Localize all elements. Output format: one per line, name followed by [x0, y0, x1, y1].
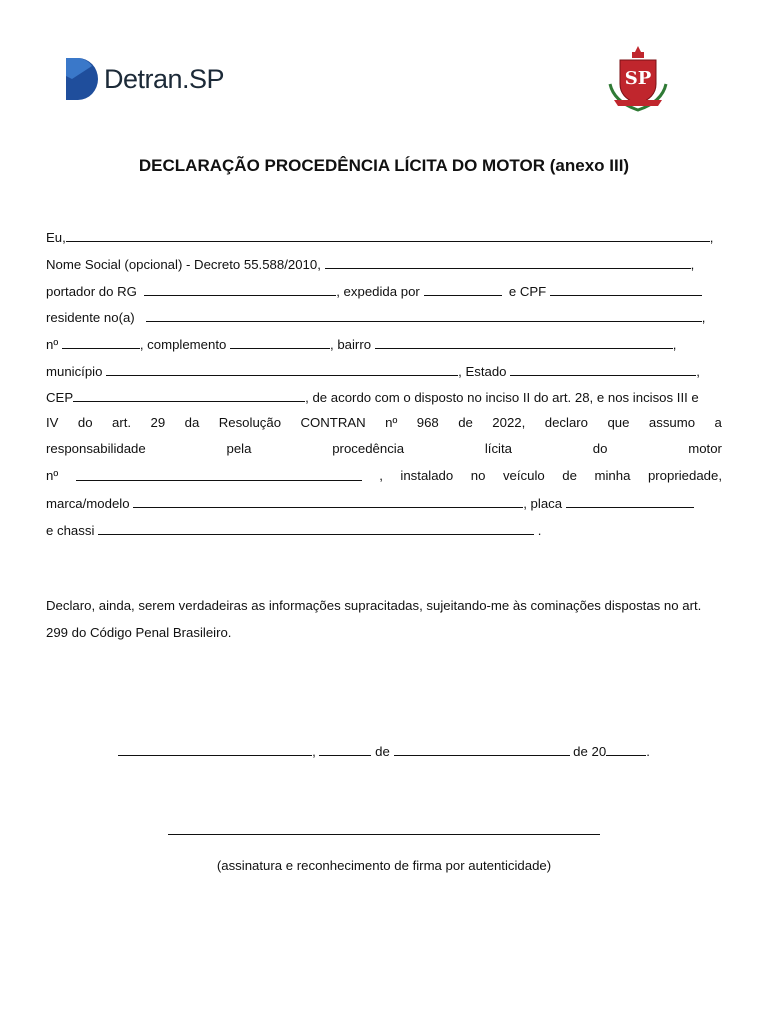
- bairro-field[interactable]: [375, 335, 673, 349]
- cep-label: CEP: [46, 390, 74, 405]
- word: do: [592, 441, 608, 456]
- word: motor: [688, 441, 722, 456]
- day-field[interactable]: [319, 742, 371, 756]
- word: que: [607, 415, 630, 430]
- date-comma: ,: [312, 744, 316, 759]
- date-de-1: de: [375, 744, 390, 759]
- cpf-label: e CPF: [508, 284, 547, 299]
- word: do: [77, 415, 93, 430]
- word: ,: [379, 468, 383, 483]
- placa-field[interactable]: [566, 494, 694, 508]
- line-cep: [46, 388, 722, 406]
- nome-social-label: Nome Social (opcional) - Decreto 55.588/2010,: [46, 257, 321, 272]
- line-resolucao: [46, 414, 722, 432]
- word: Resolução: [218, 415, 282, 430]
- word: de: [458, 415, 473, 430]
- cep-field[interactable]: [73, 388, 305, 402]
- rg-field[interactable]: [144, 282, 336, 296]
- word: declaro: [544, 415, 589, 430]
- marca-field[interactable]: [133, 494, 523, 508]
- name-field[interactable]: [66, 228, 710, 242]
- line-chassi: [46, 521, 722, 539]
- word: 29: [150, 415, 166, 430]
- nome-social-field[interactable]: [325, 255, 691, 269]
- brand-main-text: Detran.: [104, 63, 190, 94]
- estado-label: , Estado: [458, 364, 507, 379]
- document-title: DECLARAÇÃO PROCEDÊNCIA LÍCITA DO MOTOR (anexo III): [138, 156, 630, 175]
- word: 2022,: [492, 415, 526, 430]
- word: instalado: [400, 468, 454, 483]
- endereco-field[interactable]: [146, 308, 702, 322]
- word: nº: [385, 415, 398, 430]
- placa-label: , placa: [523, 496, 563, 511]
- chassi-field[interactable]: [98, 521, 534, 535]
- date-de-2: de 20: [573, 744, 607, 759]
- rg-label: portador do RG: [46, 284, 137, 299]
- date-end: .: [646, 744, 650, 759]
- word: lícita: [484, 441, 512, 456]
- line-eu: Eu, ,: [46, 230, 714, 245]
- word: veículo: [502, 468, 545, 483]
- brand-suffix-text: SP: [189, 63, 225, 94]
- chassi-end: .: [537, 523, 542, 538]
- word: a: [714, 415, 722, 430]
- line-residente: residente no(a) ,: [46, 310, 706, 325]
- declaration-paragraph: Declaro, ainda, serem verdadeiras as informações supracitadas, sujeitando-me às cominações dispostas no art. 299 do Código Penal Brasileiro.: [46, 598, 702, 640]
- motor-n-label: nº: [46, 468, 59, 483]
- signature-caption: (assinatura e reconhecimento de firma por autenticidade): [216, 858, 552, 873]
- eu-label: Eu,: [46, 230, 66, 245]
- municipio-label: município: [46, 364, 103, 379]
- word: minha: [594, 468, 631, 483]
- month-field[interactable]: [394, 742, 570, 756]
- word: de: [562, 468, 577, 483]
- complemento-field[interactable]: [230, 335, 330, 349]
- line-motor-numero: [46, 467, 722, 485]
- word: 968: [416, 415, 439, 430]
- cpf-field[interactable]: [550, 282, 702, 296]
- word: CONTRAN: [300, 415, 366, 430]
- word: procedência: [332, 441, 405, 456]
- expedida-field[interactable]: [424, 282, 502, 296]
- sp-coat-of-arms-icon: [606, 44, 670, 112]
- date-line: [0, 742, 768, 759]
- line-rg: [46, 282, 722, 300]
- word: da: [184, 415, 200, 430]
- line-marca: [46, 494, 722, 512]
- seal-letters: SP: [624, 68, 652, 89]
- municipio-field[interactable]: [106, 362, 458, 376]
- bairro-label: , bairro: [330, 337, 372, 352]
- word: propriedade,: [647, 468, 722, 483]
- chassi-label: e chassi: [46, 523, 95, 538]
- cep-rest-text: , de acordo com o disposto no inciso II do art. 28, e nos incisos III e: [305, 390, 699, 405]
- year-field[interactable]: [606, 742, 646, 756]
- word: no: [470, 468, 486, 483]
- motor-numero-field[interactable]: [76, 467, 362, 481]
- marca-label: marca/modelo: [46, 496, 130, 511]
- line-responsabilidade: [46, 440, 722, 458]
- line-nome-social: Nome Social (opcional) - Decreto 55.588/2010, ,: [46, 257, 695, 272]
- word: pela: [226, 441, 252, 456]
- numero-label: nº: [46, 337, 59, 352]
- word: IV: [46, 415, 59, 430]
- numero-field[interactable]: [62, 335, 140, 349]
- detran-logo: [66, 58, 224, 100]
- detran-d-icon: [66, 58, 98, 100]
- detran-wordmark: [104, 64, 224, 95]
- complemento-label: , complemento: [139, 337, 227, 352]
- line-numero: nº , complemento , bairro ,: [46, 337, 677, 352]
- signature-line[interactable]: [168, 834, 600, 835]
- word: responsabilidade: [46, 441, 146, 456]
- city-field[interactable]: [118, 742, 312, 756]
- word: assumo: [648, 415, 696, 430]
- estado-field[interactable]: [510, 362, 696, 376]
- word: art.: [112, 415, 132, 430]
- expedida-label: , expedida por: [336, 284, 420, 299]
- residente-label: residente no(a): [46, 310, 135, 325]
- line-municipio: município , Estado ,: [46, 364, 700, 379]
